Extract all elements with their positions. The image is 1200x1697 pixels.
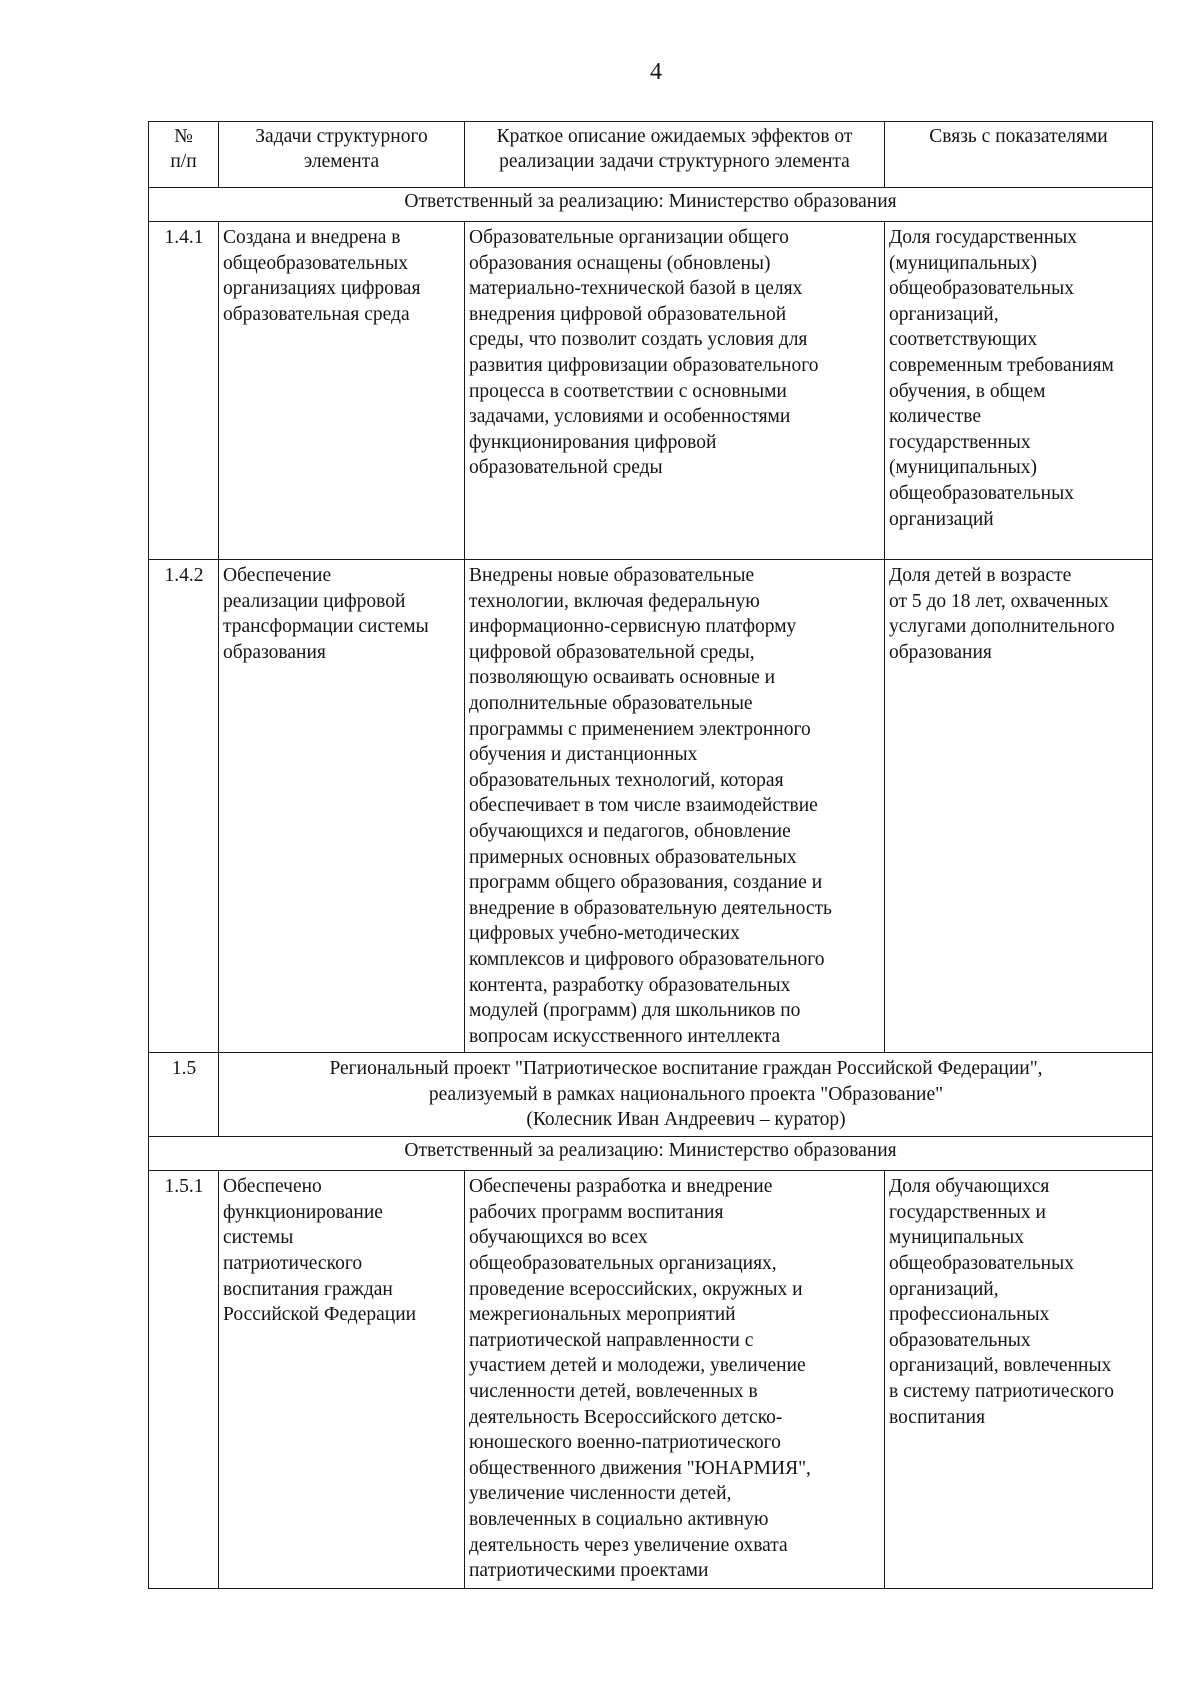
row-task: Создана и внедрена в общеобразовательных организациях цифровая образовательная среда: [219, 222, 465, 560]
table-row: [149, 222, 1153, 560]
project-row: [149, 1053, 1153, 1137]
project-title: Региональный проект "Патриотическое воспитание граждан Российской Федерации", реализуемый в рамках национального проекта "Образование" (Колесник Иван Андреевич – куратор): [219, 1053, 1153, 1137]
table-row: [149, 1171, 1153, 1589]
project-num: 1.5: [149, 1053, 219, 1137]
row-indicator-link: Доля обучающихся государственных и муниципальных общеобразовательных организаций, профессиональных образовательных организаций, вовлеченных в систему патриотического воспитания: [885, 1171, 1153, 1589]
header-description: Краткое описание ожидаемых эффектов от реализации задачи структурного элемента: [465, 122, 885, 188]
row-num: 1.4.2: [149, 560, 219, 1053]
row-description: Обеспечены разработка и внедрение рабочих программ воспитания обучающихся во всех общеобразовательных организациях, проведение всероссийских, окружных и межрегиональных мероприятий патриотической направленности с участием детей и молодежи, увеличение численности детей, вовлеченных в деятельность Всероссийского детско- юношеского военно-патриотического общественного движения "ЮНАРМИЯ", увеличение численности детей, вовлеченных в социально активную деятельность через увеличение охвата патриотическими проектами: [465, 1171, 885, 1589]
responsible-text: Ответственный за реализацию: Министерство образования: [149, 1137, 1153, 1171]
row-description: Образовательные организации общего образования оснащены (обновлены) материально-технической базой в целях внедрения цифровой образовательной среды, что позволит создать условия для развития цифровизации образовательного процесса в соответствии с основными задачами, условиями и особенностями функционирования цифровой образовательной среды: [465, 222, 885, 560]
row-task: Обеспечено функционирование системы патриотического воспитания граждан Российской Федерации: [219, 1171, 465, 1589]
row-indicator-link: Доля детей в возрасте от 5 до 18 лет, охваченных услугами дополнительного образования: [885, 560, 1153, 1053]
responsible-row: [149, 188, 1153, 222]
responsible-row: [149, 1137, 1153, 1171]
row-num: 1.5.1: [149, 1171, 219, 1589]
responsible-text: Ответственный за реализацию: Министерство образования: [149, 188, 1153, 222]
tasks-table-container: [148, 121, 1152, 1589]
table-row: [149, 560, 1153, 1053]
page-number: 4: [650, 59, 662, 85]
row-num: 1.4.1: [149, 222, 219, 560]
header-num: № п/п: [149, 122, 219, 188]
header-link: Связь с показателями: [885, 122, 1153, 188]
table-header-row: [149, 122, 1153, 188]
tasks-table: [148, 121, 1153, 1589]
row-description: Внедрены новые образовательные технологии, включая федеральную информационно-сервисную платформу цифровой образовательной среды, позволяющую осваивать основные и дополнительные образовательные программы с применением электронного обучения и дистанционных образовательных технологий, которая обеспечивает в том числе взаимодействие обучающихся и педагогов, обновление примерных основных образовательных программ общего образования, создание и внедрение в образовательную деятельность цифровых учебно-методических комплексов и цифрового образовательного контента, разработку образовательных модулей (программ) для школьников по вопросам искусственного интеллекта: [465, 560, 885, 1053]
row-indicator-link: Доля государственных (муниципальных) общеобразовательных организаций, соответствующих современным требованиям обучения, в общем количестве государственных (муниципальных) общеобразовательных организаций: [885, 222, 1153, 560]
header-task: Задачи структурного элемента: [219, 122, 465, 188]
row-task: Обеспечение реализации цифровой трансформации системы образования: [219, 560, 465, 1053]
